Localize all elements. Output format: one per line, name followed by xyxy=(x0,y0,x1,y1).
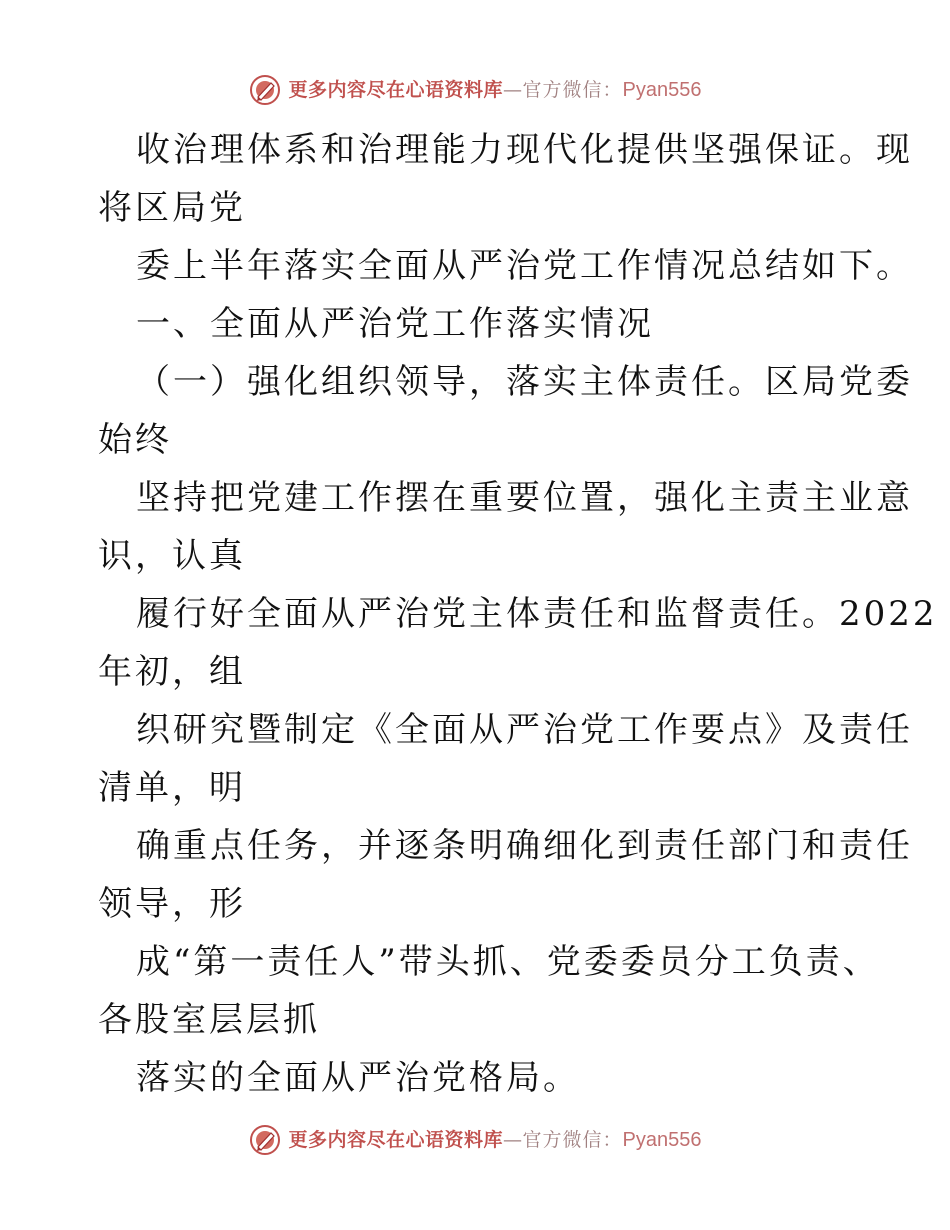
text-line: 领导，形 xyxy=(98,884,246,924)
text-line: 织研究暨制定《全面从严治党工作要点》及责任 xyxy=(136,710,913,750)
text-line: 清单，明 xyxy=(98,768,246,808)
text-line: 成“第一责任人”带头抓、党委委员分工负责、 xyxy=(136,942,880,982)
section-heading: 一、全面从严治党工作落实情况 xyxy=(136,304,654,344)
watermark-contact-label: 官方微信： xyxy=(522,79,623,102)
watermark-contact-label: 官方微信： xyxy=(522,1129,623,1152)
text-line: 各股室层层抓 xyxy=(98,1000,320,1040)
text-line: 落实的全面从严治党格局。 xyxy=(136,1058,580,1098)
text-line: 将区局党 xyxy=(98,188,246,228)
watermark-brand-text: 更多内容尽在心语资料库 xyxy=(288,79,504,102)
watermark-separator: — xyxy=(503,79,523,102)
text-line: 年初，组 xyxy=(98,652,246,692)
text-line: 识，认真 xyxy=(98,536,246,576)
pen-logo-icon xyxy=(249,1124,281,1156)
text-line: 履行好全面从严治党主体责任和监督责任。2022 xyxy=(136,594,938,634)
text-line: 确重点任务，并逐条明确细化到责任部门和责任 xyxy=(136,826,913,866)
watermark-brand-text: 更多内容尽在心语资料库 xyxy=(288,1129,504,1152)
text-line: （一）强化组织领导，落实主体责任。区局党委 xyxy=(136,362,913,402)
text-line: 始终 xyxy=(98,420,172,460)
watermark-separator: — xyxy=(503,1129,523,1152)
watermark-contact-id: Pyan556 xyxy=(622,1129,702,1152)
text-line: 坚持把党建工作摆在重要位置，强化主责主业意 xyxy=(136,478,913,518)
header-watermark xyxy=(0,72,950,108)
text-line: 收治理体系和治理能力现代化提供坚强保证。现 xyxy=(136,130,913,170)
text-line: 委上半年落实全面从严治党工作情况总结如下。 xyxy=(136,246,913,286)
watermark-contact-id: Pyan556 xyxy=(622,79,702,102)
pen-logo-icon xyxy=(249,74,281,106)
footer-watermark xyxy=(0,1122,950,1158)
